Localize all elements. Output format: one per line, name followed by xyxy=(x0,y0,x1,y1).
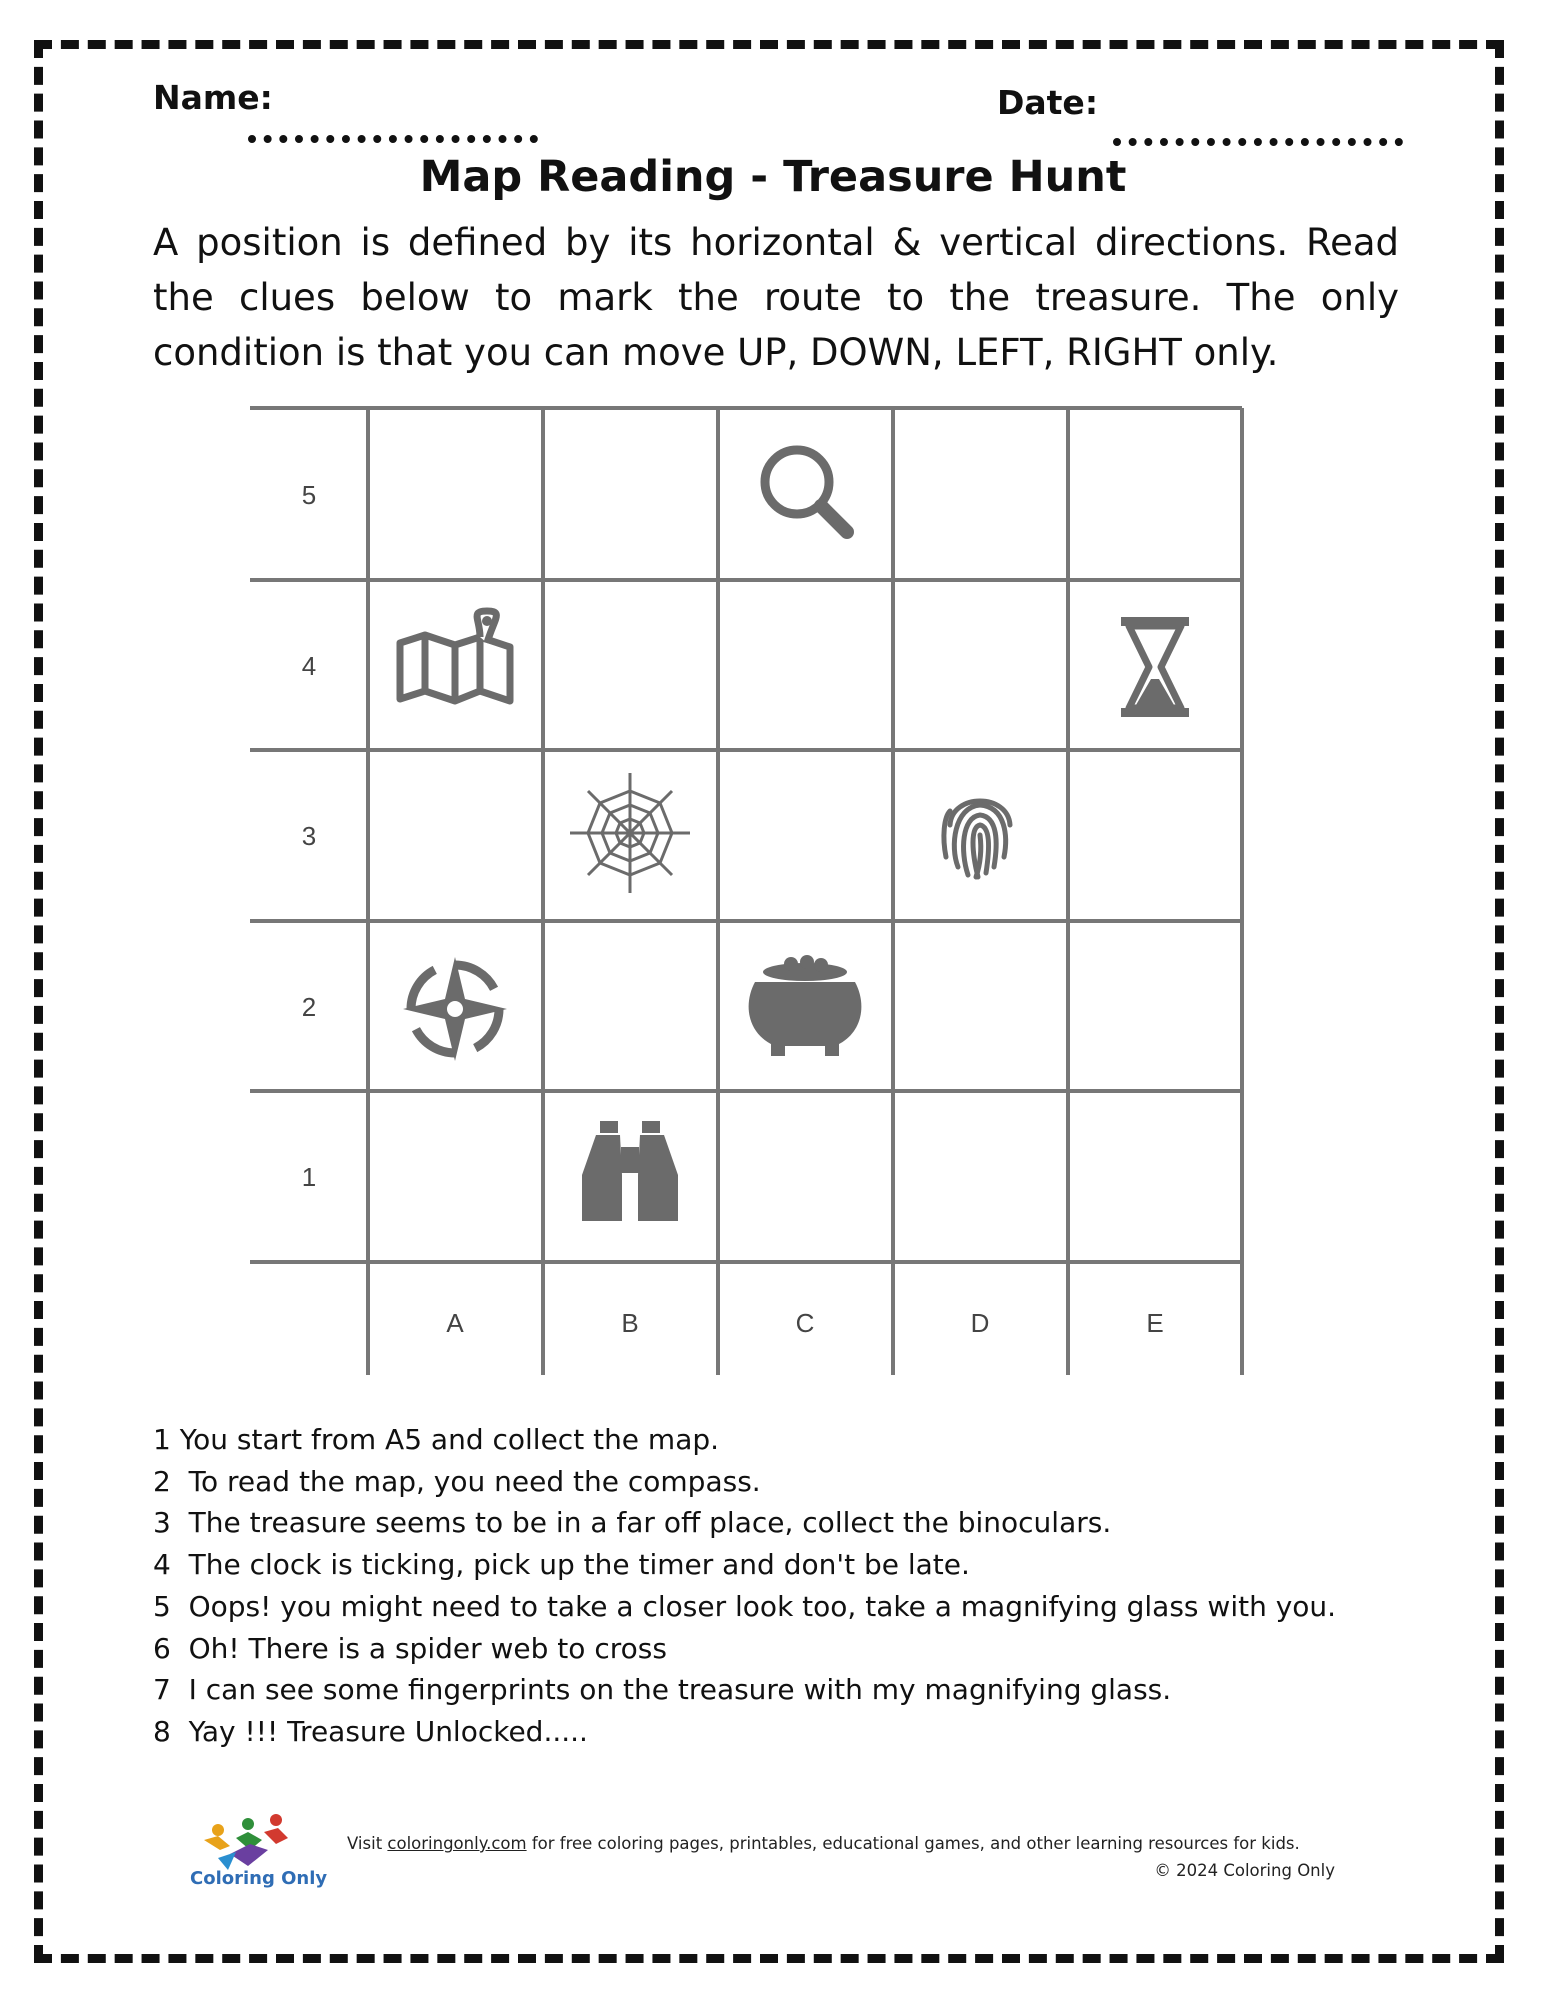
row-label-2: 2 xyxy=(301,992,317,1022)
treasure-pot-icon xyxy=(749,955,862,1056)
intro-paragraph: A position is defined by its horizontal & vertical directions. Read the clues below to mark the route to the treasure. The only condition is that you can move UP, DOWN, LEFT, RIGHT only. xyxy=(153,221,1399,374)
date-label: Date: xyxy=(997,83,1099,122)
clue-item-6: 6 Oh! There is a spider web to cross xyxy=(153,1631,667,1665)
magnifying-glass-icon xyxy=(765,450,847,532)
clue-item-5: 5 Oops! you might need to take a closer look too, take a magnifying glass with you. xyxy=(153,1589,1337,1623)
column-label-a: A xyxy=(446,1308,464,1338)
clue-item-1: 1 You start from A5 and collect the map. xyxy=(153,1423,720,1456)
clue-item-7: 7 I can see some fingerprints on the treasure with my magnifying glass. xyxy=(153,1673,1172,1707)
footer xyxy=(330,1830,1335,1884)
row-label-3: 3 xyxy=(301,821,317,851)
page-title: Map Reading - Treasure Hunt xyxy=(419,152,1127,202)
copyright: © 2024 Coloring Only xyxy=(1154,1861,1335,1880)
clue-item-4: 4 The clock is ticking, pick up the timer and don't be late. xyxy=(153,1548,970,1582)
column-label-d: D xyxy=(970,1308,990,1338)
name-label: Name: xyxy=(153,78,273,117)
name-field[interactable] xyxy=(248,128,538,143)
visit-prefix: Visit xyxy=(347,1834,388,1853)
treasure-map-grid xyxy=(250,405,1250,1375)
clue-item-3: 3 The treasure seems to be in a far off place, collect the binoculars. xyxy=(153,1506,1112,1540)
clue-item-2: 2 To read the map, you need the compass. xyxy=(153,1464,761,1498)
map-icon xyxy=(400,611,510,701)
grid-lines xyxy=(250,408,1242,1375)
clue-item-8: 8 Yay !!! Treasure Unlocked..... xyxy=(153,1714,588,1748)
clue-list xyxy=(153,1419,1336,1753)
column-label-c: C xyxy=(795,1308,815,1338)
footer-visit-line xyxy=(330,1830,1335,1857)
column-label-b: B xyxy=(621,1308,639,1338)
row-label-5: 5 xyxy=(301,480,317,510)
coloringonly-link[interactable]: coloringonly.com xyxy=(387,1834,527,1853)
date-field[interactable] xyxy=(1113,131,1403,146)
spider-web-icon xyxy=(570,773,690,893)
fingerprint-icon xyxy=(944,801,1010,877)
visit-suffix: for free coloring pages, printables, educational games, and other learning resources for kids. xyxy=(526,1834,1300,1853)
hourglass-icon xyxy=(1121,617,1189,717)
column-label-e: E xyxy=(1146,1308,1164,1338)
logo-text: Coloring Only xyxy=(190,1868,328,1889)
row-label-4: 4 xyxy=(301,651,317,681)
row-label-1: 1 xyxy=(301,1162,317,1192)
compass-icon xyxy=(403,957,507,1061)
binoculars-icon xyxy=(582,1121,678,1221)
